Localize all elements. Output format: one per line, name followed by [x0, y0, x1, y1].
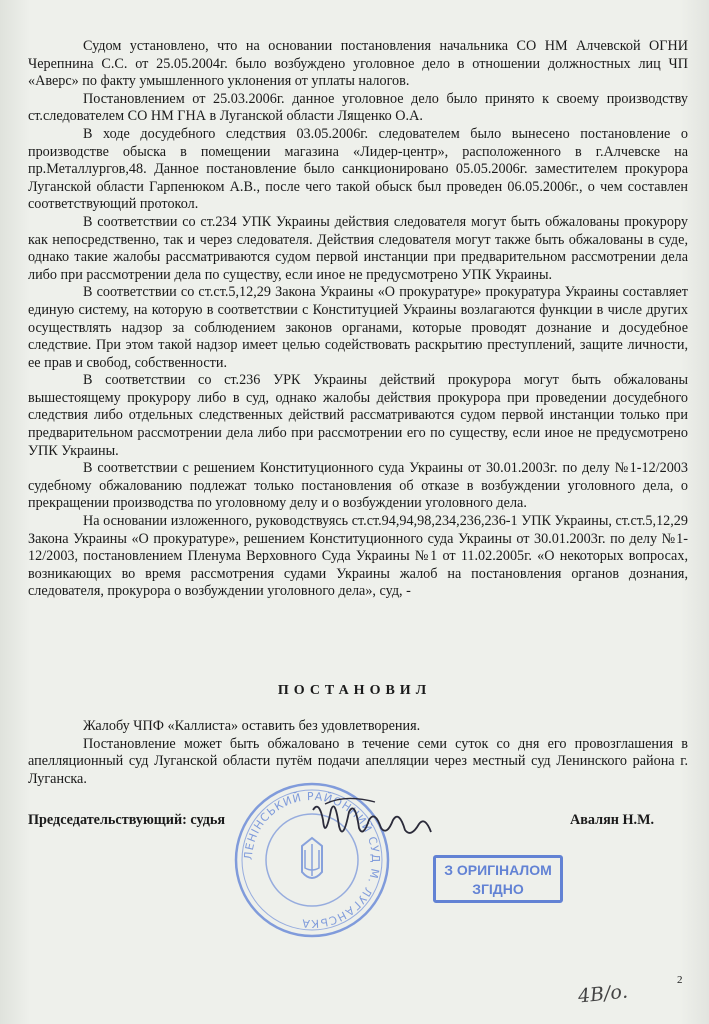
document-body: [28, 38, 688, 601]
paragraph-6: В соответствии со ст.236 УРК Украины действий прокурора могут быть обжалованы вышестоящему прокурору либо в суд, однако жалобы действия прокурора при проведении досудебного следствия либо отдельных следственных действий рассматриваются судом первой инстанции только при предварительном рассмотрении дела либо при рассмотрении его по существу, если иное не предусмотрено УПК Украины.: [28, 372, 688, 459]
resolution-paragraph-1: Жалобу ЧПФ «Каллиста» оставить без удовлетворения.: [83, 718, 421, 734]
handwritten-note: 4В/о.: [576, 980, 629, 1008]
paragraph-3: В ходе досудебного следствия 03.05.2006г. следователем было вынесено постановление о производстве обыска в помещении магазина «Лидер-центр», расположенного в г.Алчевске на пр.Металлургов,48. Данное постановление было санкционировано 05.05.2006г. заместителем прокурора Луганской области Гарпенюком А.В., после чего такой обыск был проведен 06.05.2006г., о чем составлен соответствующий протокол.: [28, 125, 688, 213]
resolution-block: [28, 718, 688, 788]
resolution-paragraph-2: Постановление может быть обжаловано в течение семи суток со дня его провозглашения в апелляционный суд Луганской области путём подачи апелляции через местный суд Ленинского района г. Луганска.: [28, 735, 688, 787]
original-copy-stamp: [433, 855, 563, 903]
seal-text: ЛЕНІНСЬКИЙ РАЙОННИЙ СУД М. ЛУГАНСЬКА: [241, 789, 383, 931]
paragraph-5: В соответствии со ст.ст.5,12,29 Закона Украины «О прокуратуре» прокуратура Украины составляет единую систему, на которую в соответствии с Конституцией Украины возлагаются функции в числе других осуществлять надзор за соблюдением законов органами, которые проводят дознание и досудебное следствие. При этом такой надзор имеет целью содействовать раскрытию преступлений, защите личности, ее прав и свобод, собственности.: [28, 284, 688, 371]
paragraph-8: На основании изложенного, руководствуясь ст.ст.94,94,98,234,236,236-1 УПК Украины, ст.ст.5,12,29 Закона Украины «О прокуратуре», решением Конституционного суда Украины от 30.01.2003г. по делу №1-12/2003, постановлением Пленума Верховного Суда Украины №1 от 11.02.2005г. «О некоторых вопросах, возникающих во время рассмотрения судами Украины жалоб на постановления органов дознания, следователя, прокурора о возбуждении уголовного дела», суд, -: [28, 513, 688, 600]
paragraph-1: Судом установлено, что на основании постановления начальника СО НМ Алчевской ОГНИ Черепнина С.С. от 25.05.2004г. было возбуждено уголовное дело в отношении должностных лиц ЧП «Аверс» по факту умышленного уклонения от уплаты налогов.: [28, 38, 688, 90]
judge-signature: [305, 790, 435, 860]
stamp-line-1: З ОРИГІНАЛОМ: [444, 862, 552, 878]
paragraph-2: Постановлением от 25.03.2006г. данное уголовное дело было принято к своему производству ст.следователем СО НМ ГНА в Луганской области Лященко О.А.: [28, 90, 688, 125]
section-heading: ПОСТАНОВИЛ: [277, 683, 432, 698]
signature-label: Председательствующий: судья: [28, 812, 226, 828]
judge-name: Авалян Н.М.: [570, 812, 655, 828]
paragraph-7: В соответствии с решением Конституционного суда Украины от 30.01.2003г. по делу №1-12/2003 судебному обжалованию подлежат только постановления об отказе в возбуждении уголовного дела, о прекращении производства по уголовному делу и о возбуждении уголовного дела.: [28, 460, 688, 512]
page-number: 2: [677, 974, 683, 986]
stamp-line-2: ЗГІДНО: [472, 881, 524, 897]
paragraph-4: В соответствии со ст.234 УПК Украины действия следователя могут быть обжалованы прокурору как непосредственно, так и через следователя. Действия следователя могут также быть обжалованы в суде, однако такие жалобы рассматриваются судом первой инстанции при предварительном рассмотрении дела либо при рассмотрении дела по существу, если иное не предусмотрено УПК Украины.: [28, 213, 688, 283]
